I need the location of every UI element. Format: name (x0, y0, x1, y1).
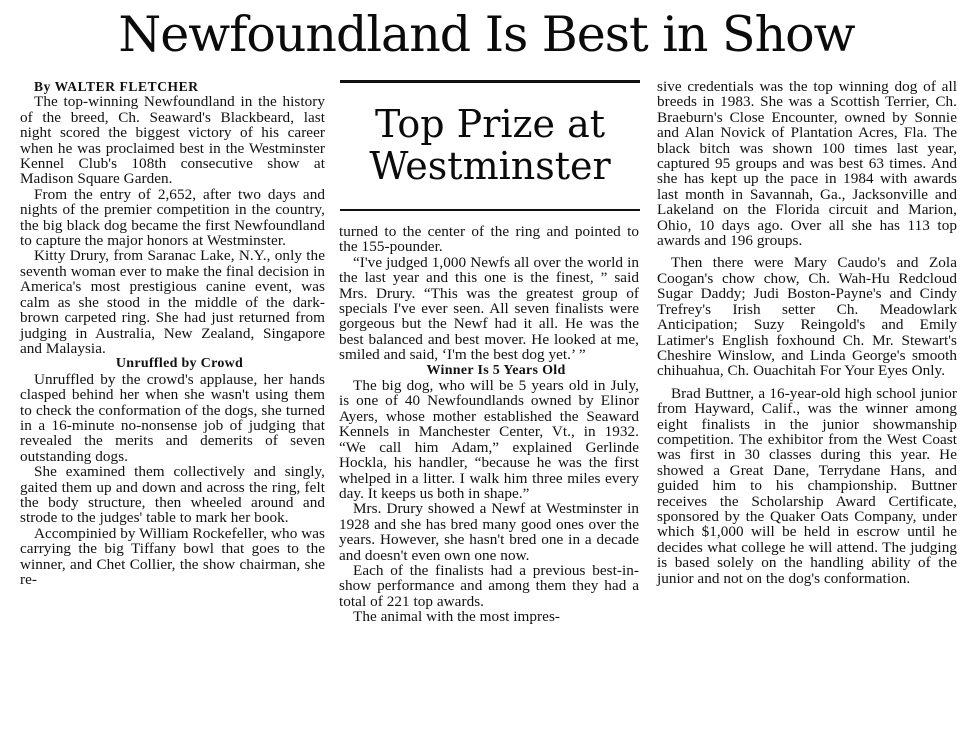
deck-line-1: Top Prize at (374, 102, 606, 146)
paragraph: She examined them collectively and singly, gaited them up and down and across the ring, felt the body structure, then wheeled around and strode to the judges' table to mark her book. (20, 463, 325, 527)
paragraph: Unruffled by the crowd's applause, her hands clasped behind her when she wasn't using them to check the conformation of the dogs, she turned in a 16-minute no-nonsense job of judging that revealed the merits and demerits of seven outstanding dogs. (20, 370, 325, 465)
subhead-winner: Winner Is 5 Years Old (426, 362, 566, 378)
deck-bottom-rule (340, 209, 640, 211)
paragraph: Brad Buttner, a 16-year-old high school junior from Hayward, Calif., was the winner among eight finalists in the junior showmanship competition. The exhibitor from the West Coast was first in 30 classes during this year. He showed a Great Dane, Terrydane Hans, and guided him to his championship. Buttner receives the Scholarship Award Certificate, sponsored by the Quaker Oats Company, under which $1,000 will be held in escrow until he decides what college he will attend. The judging is based solely on the handling ability of the junior and not on the dog's conformation. (657, 384, 957, 587)
headline: Newfoundland Is Best in Show (118, 6, 855, 63)
deck-top-rule (340, 80, 640, 83)
paragraph: The top-winning Newfoundland in the history of the breed, Ch. Seaward's Blackbeard, last night scored the biggest victory of his career when he was proclaimed best in the Westminster Kennel Club's 108th consecutive show at Madison Square Garden. (20, 93, 325, 188)
paragraph: Then there were Mary Caudo's and Zola Coogan's chow chow, Ch. Wah-Hu Redcloud Sugar Daddy; Judi Boston-Payne's and Cindy Trefrey's Irish setter Ch. Meadowlark Anticipation; Suzy Reingold's and Emily Latimer's English foxhound Ch. Mr. Stewart's Cheshire Winslow, and Linda George's smooth chihuahua, Ch. Ouachitah For Your Eyes Only. (657, 254, 957, 380)
deck-line-2: Westminster (369, 144, 611, 188)
paragraph: sive credentials was the top winning dog of all breeds in 1983. She was a Scottish Terrier, Ch. Braeburn's Close Encounter, owned by Sonnie and Alan Novick of Plantation Acres, Fla. The black bitch was shown 100 times last year, captured 95 groups and was best 63 times. And she has kept up the pace in 1984 with awards last month in Savannah, Ga., Jacksonville and Lakeland on the Florida circuit and Marion, Ohio, 10 days ago. Over all she has 113 top awards and 196 groups. (657, 78, 957, 250)
paragraph: “I've judged 1,000 Newfs all over the world in the last year and this one is the finest, ” said Mrs. Drury. “This was the greatest group of specials I've ever seen. All seven finalists were gorgeous but the Newf had it all. He was the best balanced and best mover. He looked at me, smiled and said, ‘I'm the best dog yet.’ ” (339, 253, 639, 364)
article-column-2 (339, 224, 639, 625)
paragraph: The big dog, who will be 5 years old in July, is one of 40 Newfoundlands owned by Elinor Ayers, whose mother established the Seaward Kennels in Manchester Center, Vt., in 1932. “We call him Adam,” explained Gerlinde Hockla, his handler, “because he was the first whelped in a litter. I walk him three miles every day. It keeps us both in shape.” (339, 377, 639, 502)
paragraph: turned to the center of the ring and pointed to the 155-pounder. (339, 223, 639, 256)
byline: By WALTER FLETCHER (34, 79, 199, 94)
paragraph: Accompinied by William Rockefeller, who was carrying the big Tiffany bowl that goes to the winner, and Chet Collier, the show chairman, she re- (20, 524, 325, 588)
article-column-3 (657, 79, 957, 586)
deck-headline (340, 86, 640, 204)
paragraph: Mrs. Drury showed a Newf at Westminster in 1928 and she has bred many good ones over the years. However, she hasn't bred one in a decade and doesn't even own one now. (339, 500, 639, 564)
paragraph: Each of the finalists had a previous best-in-show performance and among them they had a total of 221 top awards. (339, 561, 639, 610)
paragraph: Kitty Drury, from Saranac Lake, N.Y., only the seventh woman ever to make the final decision in America's most prestigious canine event, was calm as she stood in the middle of the dark-brown carpeted ring. She had just returned from judging in Australia, New Zealand, Singapore and Malaysia. (20, 247, 325, 357)
article-column-1 (20, 79, 325, 587)
subhead-unruffled: Unruffled by Crowd (115, 356, 244, 372)
paragraph: The animal with the most impres- (353, 608, 561, 626)
paragraph: From the entry of 2,652, after two days and nights of the premier competition in the country, the big black dog became the first Newfoundland to capture the major honors at Westminster. (20, 185, 325, 250)
